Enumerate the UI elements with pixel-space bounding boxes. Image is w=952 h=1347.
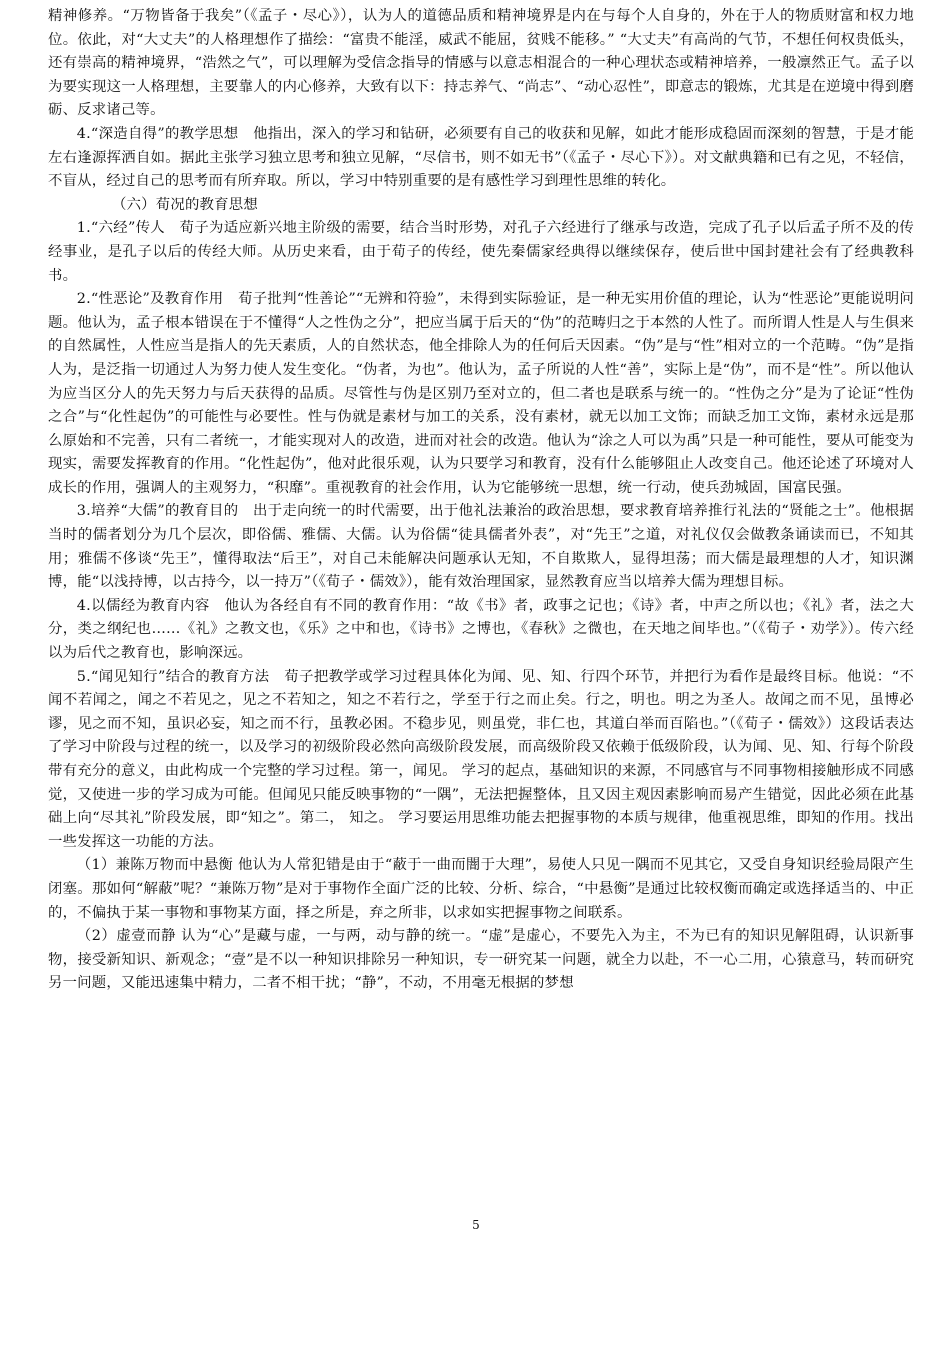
- paragraph-mencius-self-attainment: 4.“深造自得”的教学思想 他指出，深入的学习和钻研，必须要有自己的收获和见解，如此才能形成稳固而深刻的智慧，于是才能左右逢源挥洒自如。据此主张学习独立思考和独立见解，“尽信书，则不如无书”（《孟子・尽心下》）。对文献典籍和已有之见，不轻信，不盲从，经过自己的思考而有所弃取。所以，学习中特别重要的是有感性学习到理性思维的转化。: [48, 125, 914, 190]
- document-body: [48, 5, 914, 996]
- paragraph-xunzi-human-nature: 2.“性恶论”及教育作用 荀子批判“性善论”“无辨和符验”，未得到实际验证，是一种无实用价值的理论，认为“性恶论”更能说明问题。他认为，孟子根本错误在于不懂得“人之性伪之分”，把应当属于后天的“伪”的范畴归之于本然的人性了。而所谓人性是人与生俱来的自然属性，人性应当是指人的先天素质，人的自然状态，他全排除人为的任何后天因素。“伪”是与“性”相对立的一个范畴。“伪”是指人为，是泛指一切通过人为努力使人发生变化。“伪者，为也”。他认为，孟子所说的人性“善”，实际上是“伪”，而不是“性”。所以他认为应当区分人的先天努力与后天获得的品质。尽管性与伪是区别乃至对立的，但二者也是联系与统一的。“性伪之分”是为了论证“性伪之合”与“化性起伪”的可能性与必要性。性与伪就是素材与加工的关系，没有素材，就无以加工文饰；而缺乏加工文饰，素材永远是那么原始和不完善，只有二者统一，才能实现对人的改造，进而对社会的改造。他认为“涂之人可以为禹”只是一种可能性，要从可能变为现实，需要发挥教育的作用。“化性起伪”，他对此很乐观，认为只要学习和教育，没有什么能够阻止人改变自己。他还论述了环境对人成长的作用，强调人的主观努力，“积靡”。重视教育的社会作用，认为它能够统一思想，统一行动，使兵劲城固，国富民强。: [48, 291, 914, 496]
- paragraph-xunzi-empty-mind: （2）虚壹而静 认为“心”是藏与虚，一与两，动与静的统一。“虚”是虚心，不要先入为主，不为已有的知识见解阻碍，认识新事物，接受新知识、新观念；“壹”是不以一种知识排除另一种知识，专一研究某一问题，就全力以赴，不一心二用，心猿意马，转而研究另一问题，又能迅速集中精力，二者不相干扰；“静”，不动，不用毫无根据的梦想: [48, 928, 914, 992]
- paragraph-xunzi-learning-method: 5.“闻见知行”结合的教育方法 荀子把教学或学习过程具体化为闻、见、知、行四个环节，并把行为看作是最终目标。他说：“不闻不若闻之，闻之不若见之，见之不若知之，知之不若行之，学至于行之而止矣。行之，明也。明之为圣人。故闻之而不见，虽博必谬，见之而不知，虽识必妄，知之而不行，虽教必困。不稳步见，则虽党，非仁也，其道白举而百陷也。”（《荀子・儒效》）这段话表达了学习中阶段与过程的统一，以及学习的初级阶段必然向高级阶段发展，而高级阶段又依赖于低级阶段，认为闻、见、知、行每个阶段带有充分的意义，由此构成一个完整的学习过程。第一，闻见。 学习的起点，基础知识的来源，不同感官与不同事物相接触形成不同感觉，又使进一步的学习成为可能。但闻见只能反映事物的“一隅”，无法把握整体，且又因主观因素影响而易产生错觉，因此必须在此基础上向“尽其礼”阶段发展，即“知之”。第二， 知之。 学习要运用思维功能去把握事物的本质与规律，他重视思维，即知的作用。找出一些发挥这一功能的方法。: [48, 668, 914, 850]
- paragraph-mencius-cultivation: 精神修养。“万物皆备于我矣”（《孟子・尽心》），认为人的道德品质和精神境界是内在与每个人自身的，外在于人的物质财富和权力地位。依此，对“大丈夫”的人格理想作了描绘：“富贵不能淫，威武不能屈，贫贱不能移。” “大丈夫”有高尚的气节，不想任何权贵低头，还有崇高的精神境界，“浩然之气”，可以理解为受信念指导的情感与以意志相混合的一种心理状态或精神培养，一般凛然正气。孟子以为要实现这一人格理想，主要靠人的内心修养，大致有以下：持志养气、“尚志”、“动心忍性”，即意志的锻炼，尤其是在逆境中得到磨砺、反求诸己等。: [48, 8, 914, 119]
- page-number: 5: [472, 1218, 480, 1232]
- paragraph-xunzi-six-classics: 1.“六经”传人 荀子为适应新兴地主阶级的需要，结合当时形势，对孔子六经进行了继承与改造，完成了孔子以后孟子所不及的传经事业，是孔子以后的传经大师。从历史来看，由于荀子的传经，使先秦儒家经典得以继续保存，使后世中国封建社会有了经典教科书。: [48, 220, 914, 284]
- paragraph-xunzi-great-scholar: 3.培养“大儒”的教育目的 出于走向统一的时代需要，出于他礼法兼治的政治思想，要求教育培养推行礼法的“贤能之士”。他根据当时的儒者划分为几个层次，即俗儒、雅儒、大儒。认为俗儒“徒具儒者外表”，对“先王”之道，对礼仪仅会做教条诵读而已，不知其用；雅儒不侈谈“先王”，懂得取法“后王”，对自己未能解决问题承认无知，不自欺欺人，显得坦荡；而大儒是最理想的人才，知识渊博，能“以浅持博，以古持今，以一持万”（《荀子・儒效》），能有效治理国家，显然教育应当以培养大儒为理想目标。: [48, 503, 914, 591]
- section-heading-xunzi: （六）荀况的教育思想: [112, 196, 258, 213]
- paragraph-xunzi-balance: （1）兼陈万物而中悬衡 他认为人常犯错是由于“蔽于一曲而闇于大理”，易使人只见一隅而不见其它，又受自身知识经验局限产生闭塞。那如何“解蔽”呢？“兼陈万物”是对于事物作全面广泛的比较、分析、综合，“中悬衡”是通过比较权衡而确定或选择适当的、中正的，不偏执于某一事物和事物某方面，择之所是，弃之所非，以求如实把握事物之间联系。: [48, 857, 914, 921]
- paragraph-xunzi-classics-content: 4.以儒经为教育内容 他认为各经自有不同的教育作用：“故《书》者，政事之记也；《诗》者，中声之所以也；《礼》者，法之大分，类之纲纪也……《礼》之教文也，《乐》之中和也，《诗书》之博也，《春秋》之微也，在天地之间毕也。”（《荀子・劝学》）。传六经以为后代之教育也，影响深远。: [48, 597, 914, 662]
